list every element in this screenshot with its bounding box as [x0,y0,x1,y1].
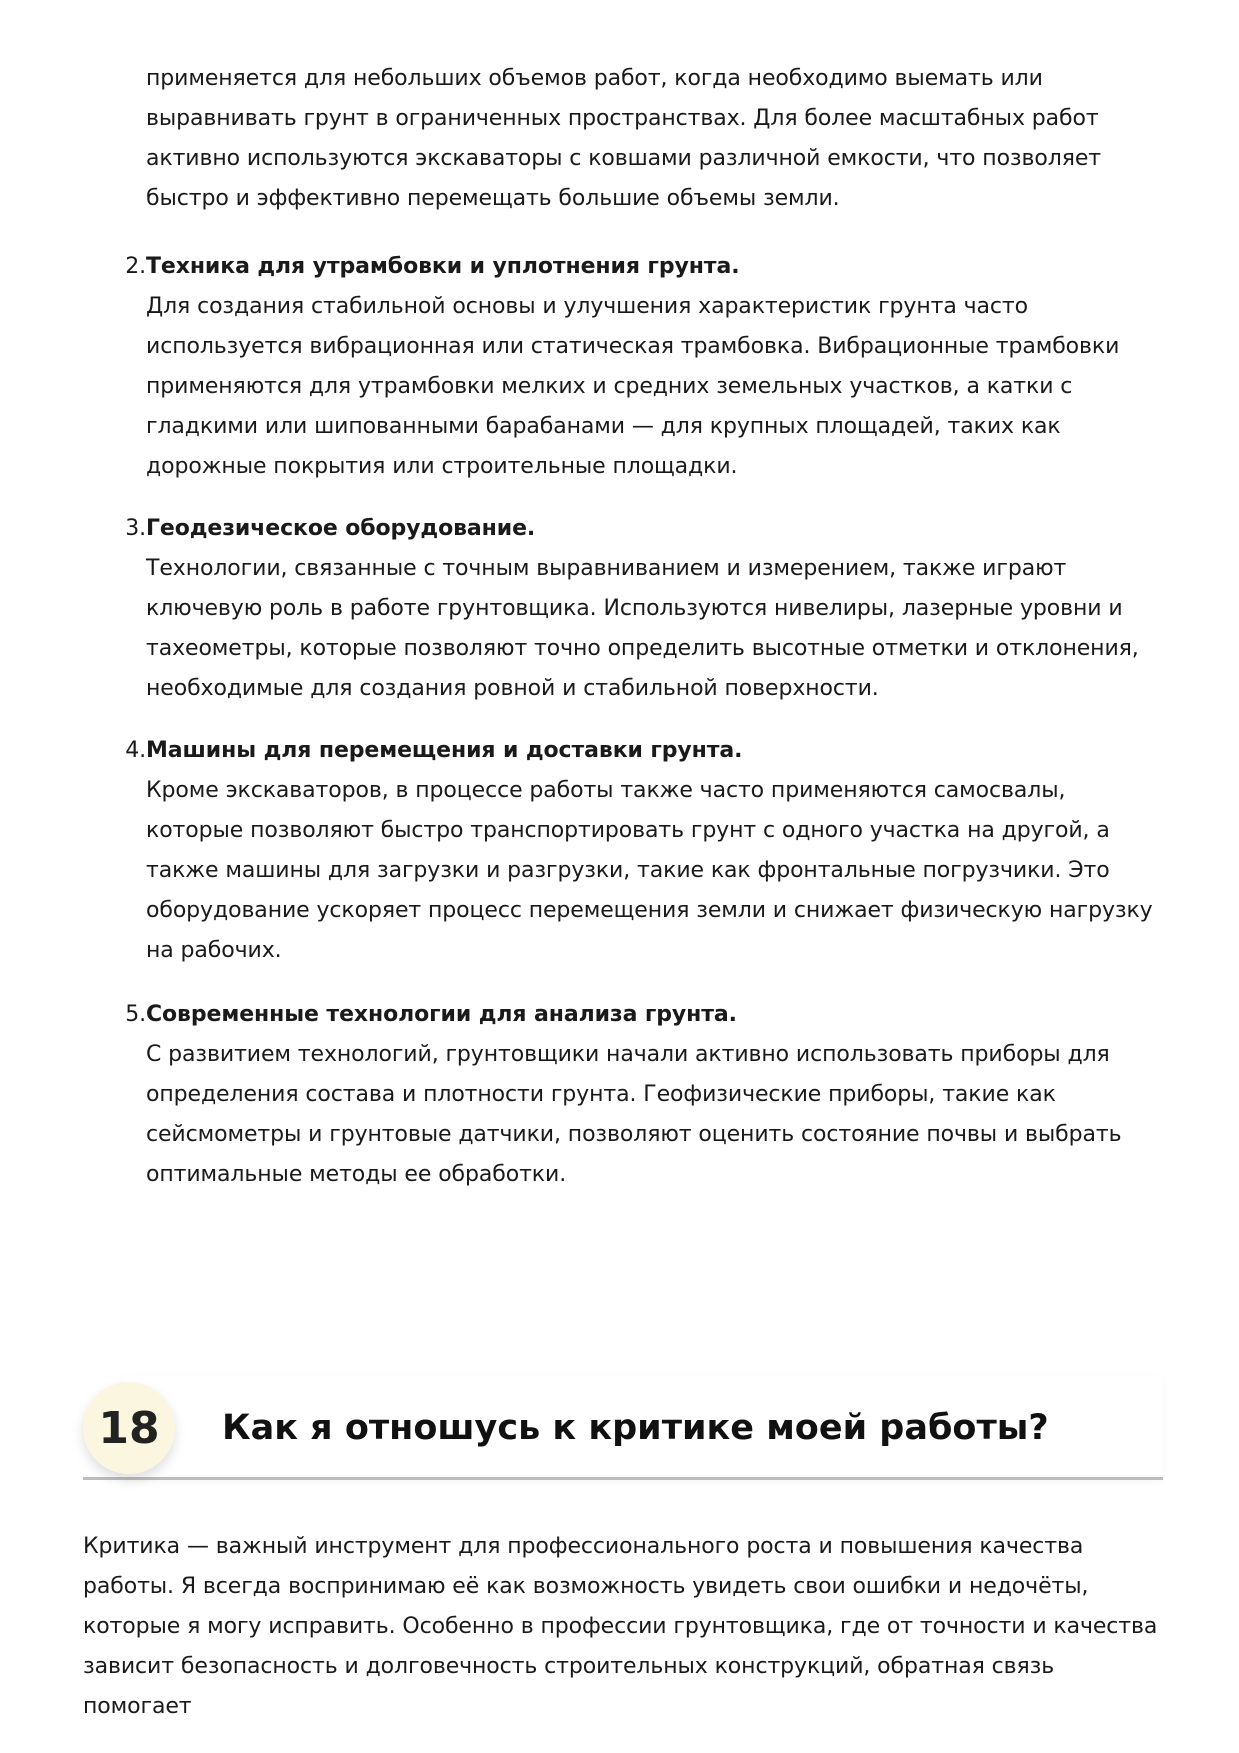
list-item-body: Для создания стабильной основы и улучшения характеристик грунта часто используется вибрационная или статическая трамбовка. Вибрационные трамбовки применяются для утрамбовки мелких и средних земельных участков, а катки с гладкими или шипованными барабанами — для крупных площадей, таких как дорожные покрытия или строительные площадки. [146,294,1120,479]
list-item-number: 5. [125,1002,146,1027]
list-item-number: 4. [125,738,146,763]
list-item-title: Техника для утрамбовки и уплотнения грунта. [146,254,740,279]
list-item-number: 2. [125,254,146,279]
list-item-title: Машины для перемещения и доставки грунта. [146,738,743,763]
section-number-badge: 18 [83,1382,175,1474]
list-item-number: 3. [125,516,146,541]
list-item-title: Современные технологии для анализа грунта. [146,1002,737,1027]
section-divider [83,1477,1163,1480]
section-title: Как я отношусь к критике моей работы? [222,1408,1049,1448]
list-item-body: Технологии, связанные с точным выравниванием и измерением, также играют ключевую роль в работе грунтовщика. Используются нивелиры, лазерные уровни и тахеометры, которые позволяют точно определить высотные отметки и отклонения, необходимые для создания ровной и стабильной поверхности. [146,556,1139,701]
list-item-title: Геодезическое оборудование. [146,516,536,541]
list-item-body: С развитием технологий, грунтовщики начали активно использовать приборы для определения состава и плотности грунта. Геофизические приборы, такие как сейсмометры и грунтовые датчики, позволяют оценить состояние почвы и выбрать оптимальные методы ее обработки. [146,1042,1122,1187]
section-header [83,1375,1163,1481]
section-paragraph: Критика — важный инструмент для профессионального роста и повышения качества работы. Я всегда воспринимаю её как возможность увидеть свои ошибки и недочёты, которые я могу исправить. Особенно в профессии грунтовщика, где от точности и качества зависит безопасность и долговечность строительных конструкций, обратная связь помогает [83,1534,1158,1719]
intro-paragraph: применяется для небольших объемов работ, когда необходимо выемать или выравнивать грунт в ограниченных пространствах. Для более масштабных работ активно используются экскаваторы с ковшами различной емкости, что позволяет быстро и эффективно перемещать большие объемы земли. [146,66,1102,211]
list-item-body: Кроме экскаваторов, в процессе работы также часто применяются самосвалы, которые позволяют быстро транспортировать грунт с одного участка на другой, а также машины для загрузки и разгрузки, такие как фронтальные погрузчики. Это оборудование ускоряет процесс перемещения земли и снижает физическую нагрузку на рабочих. [146,778,1153,963]
